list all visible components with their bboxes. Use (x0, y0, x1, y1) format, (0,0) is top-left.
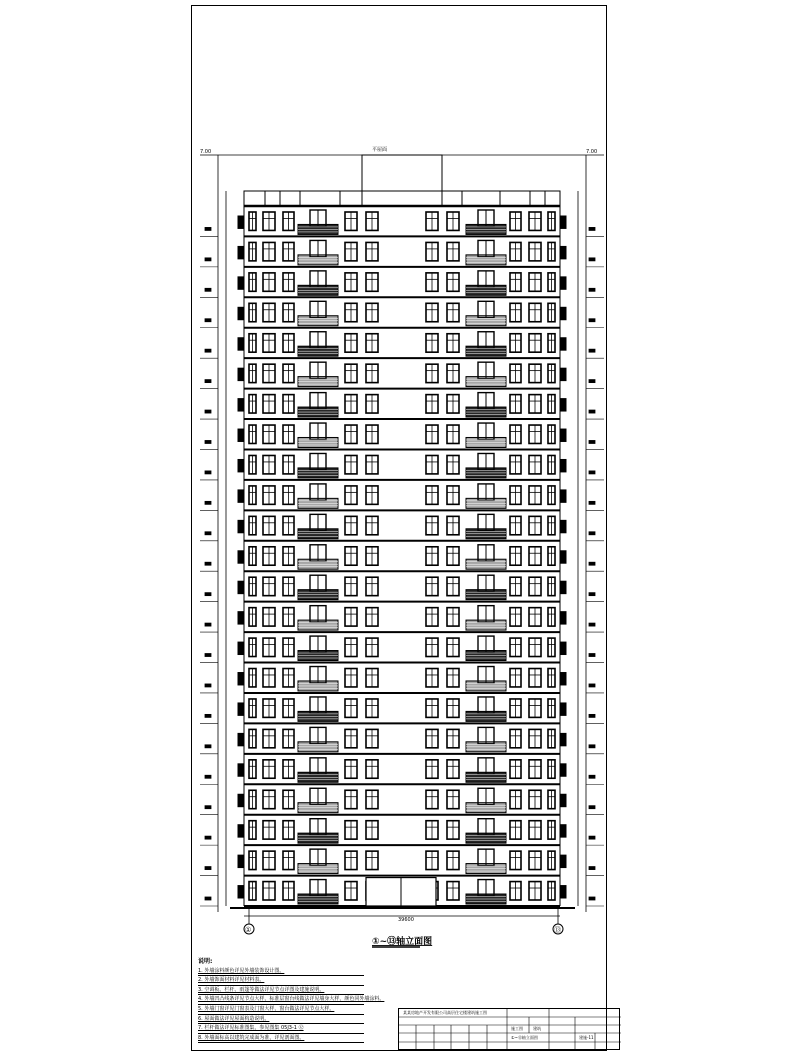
ac-ledge-left (238, 368, 243, 380)
ac-ledge-left (238, 490, 243, 502)
level-text-left (205, 380, 211, 383)
note-item: 6. 屋面做法详见屋面构造说明。 (198, 1015, 364, 1025)
note-item: 4. 外墙凹凸线条详见节点大样，标准层窗台线做法详见墙身大样，颜色同外墙涂料。 (198, 995, 364, 1005)
ac-ledge-left (238, 825, 243, 837)
note-item: 1. 外墙涂料颜色详见外墙装饰设计图。 (198, 967, 364, 977)
drawing-title: ①~⑬轴立面图 (372, 937, 433, 947)
roof-label: 平屋面 (372, 147, 388, 153)
note-item-7-mark: ⑫ (298, 1025, 304, 1032)
ac-ledge-right (561, 642, 566, 654)
level-text-left (205, 745, 211, 748)
level-text-left (205, 501, 211, 504)
level-text-right (589, 623, 595, 626)
ac-ledge-left (238, 307, 243, 319)
ac-ledge-left (238, 733, 243, 745)
level-text-right (589, 684, 595, 687)
level-text-right (589, 897, 595, 900)
title-block-sheet-no: 建施-11 (579, 1035, 594, 1040)
level-text-right (589, 806, 595, 809)
ac-ledge-left (238, 886, 243, 898)
title-block-project: 某某房地产开发有限公司高层住宅楼建筑施工图 (403, 1010, 487, 1015)
level-text-right (589, 562, 595, 565)
ac-ledge-right (561, 703, 566, 715)
level-text-left (205, 714, 211, 717)
level-text-right (589, 349, 595, 352)
ac-ledge-right (561, 459, 566, 471)
ac-ledge-right (561, 551, 566, 563)
level-text-right (589, 288, 595, 291)
general-notes (198, 958, 385, 1043)
ac-ledge-right (561, 520, 566, 532)
axis-label-left: ① (245, 926, 252, 934)
ac-ledge-right (561, 307, 566, 319)
ac-ledge-right (561, 429, 566, 441)
level-text-left (205, 410, 211, 413)
level-text-left (205, 562, 211, 565)
ac-ledge-left (238, 764, 243, 776)
ac-ledge-left (238, 551, 243, 563)
level-text-right (589, 380, 595, 383)
level-text-left (205, 288, 211, 291)
stair-tower (362, 155, 442, 206)
top-elevation-right: 7.00 (586, 149, 598, 155)
level-text-right (589, 440, 595, 443)
level-text-right (589, 258, 595, 261)
note-item: 5. 外墙门窗详见门窗表及门窗大样，窗台做法详见节点大样。 (198, 1005, 364, 1015)
ac-ledge-left (238, 338, 243, 350)
ac-ledge-right (561, 368, 566, 380)
note-item: 3. 空调板、栏杆、雨篷等做法详见节点详图及建施说明。 (198, 986, 364, 996)
title-block-stage: 施工图 (511, 1026, 523, 1031)
note-item: 2. 外墙饰面材料详见材料表。 (198, 976, 364, 986)
level-text-right (589, 867, 595, 870)
level-text-right (589, 319, 595, 322)
elevation-dimensions (200, 155, 604, 924)
ac-ledge-right (561, 612, 566, 624)
note-item (198, 1024, 364, 1034)
level-text-left (205, 593, 211, 596)
ac-ledge-right (561, 886, 566, 898)
ac-ledge-right (561, 794, 566, 806)
level-text-left (205, 440, 211, 443)
ac-ledge-right (561, 673, 566, 685)
ac-ledge-right (561, 246, 566, 258)
ac-ledge-right (561, 277, 566, 289)
ac-ledge-left (238, 703, 243, 715)
top-elevation-left: 7.00 (200, 149, 212, 155)
level-text-left (205, 897, 211, 900)
ac-ledge-right (561, 490, 566, 502)
level-text-left (205, 258, 211, 261)
ac-ledge-right (561, 733, 566, 745)
level-text-right (589, 532, 595, 535)
title-block-discipline: 建筑 (533, 1026, 541, 1031)
level-text-right (589, 775, 595, 778)
ac-ledge-right (561, 399, 566, 411)
level-text-right (589, 836, 595, 839)
ac-ledge-left (238, 459, 243, 471)
axis-label-right: ⑬ (554, 926, 561, 934)
level-text-left (205, 806, 211, 809)
ac-ledge-right (561, 855, 566, 867)
level-text-left (205, 319, 211, 322)
level-text-left (205, 227, 211, 230)
ac-ledge-left (238, 642, 243, 654)
ac-ledge-left (238, 612, 243, 624)
ac-ledge-left (238, 216, 243, 228)
ac-ledge-right (561, 825, 566, 837)
ac-ledge-left (238, 429, 243, 441)
roof-parapet (244, 191, 560, 206)
ac-ledge-left (238, 246, 243, 258)
ac-ledge-left (238, 399, 243, 411)
level-text-left (205, 654, 211, 657)
ac-ledge-left (238, 277, 243, 289)
level-text-right (589, 745, 595, 748)
ac-ledge-left (238, 794, 243, 806)
level-text-left (205, 349, 211, 352)
level-text-right (589, 227, 595, 230)
title-block (398, 1008, 620, 1050)
level-text-right (589, 471, 595, 474)
ac-ledge-right (561, 764, 566, 776)
level-text-left (205, 623, 211, 626)
ac-ledge-left (238, 673, 243, 685)
ac-ledge-right (561, 216, 566, 228)
level-text-left (205, 471, 211, 474)
level-text-right (589, 593, 595, 596)
level-text-right (589, 654, 595, 657)
ac-ledge-left (238, 855, 243, 867)
title-block-drawing-name: ①~⑬轴立面图 (511, 1035, 538, 1040)
building-elevation (230, 155, 575, 908)
level-text-left (205, 867, 211, 870)
level-text-left (205, 836, 211, 839)
ac-ledge-left (238, 581, 243, 593)
note-item: 8. 外墙面标高以建筑完成面为准，详见剖面图。 (198, 1034, 364, 1044)
overall-width-label: 39600 (398, 917, 414, 923)
level-text-right (589, 410, 595, 413)
notes-header: 说明: (198, 958, 213, 965)
level-text-left (205, 775, 211, 778)
note-item-7-text: 7. 栏杆做法详见标准图集，参见图集 05J3-1 (198, 1025, 297, 1032)
level-text-left (205, 532, 211, 535)
ac-ledge-right (561, 581, 566, 593)
ac-ledge-left (238, 520, 243, 532)
level-text-left (205, 684, 211, 687)
ac-ledge-right (561, 338, 566, 350)
level-text-right (589, 714, 595, 717)
level-text-right (589, 501, 595, 504)
